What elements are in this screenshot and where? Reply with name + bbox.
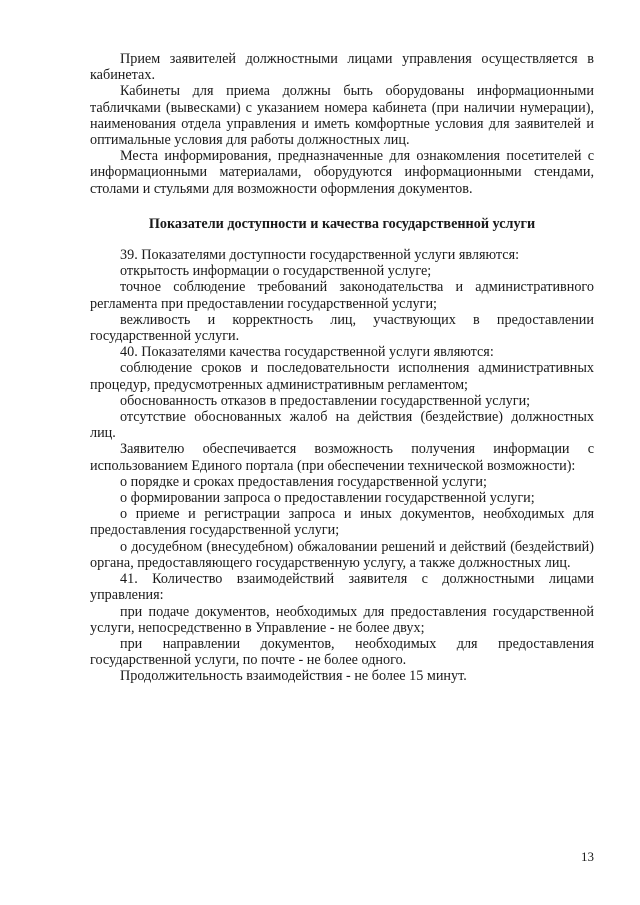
list-item-deadlines: соблюдение сроков и последовательности исполнения административных процедур, предусмотренных административным регламентом; [90,360,594,393]
paragraph-40: 40. Показателями качества государственной услуги являются: [120,344,494,361]
list-item-appeal: о досудебном (внесудебном) обжаловании решений и действий (бездействий) органа, предоставляющего государственную услугу, а также должностных лиц. [90,538,594,571]
list-item-compliance: точное соблюдение требований законодательства и административного регламента при предоставлении государственной услуги; [90,279,594,312]
paragraph-info-places: Места информирования, предназначенные для ознакомления посетителей с информационными материалами, оборудуются информационными стендами, столами и стульями для возможности оформления документов. [90,148,594,197]
paragraph-reception: Прием заявителей должностными лицами управления осуществляется в кабинетах. [90,51,594,84]
list-item-registration: о приеме и регистрации запроса и иных документов, необходимых для предоставления государственной услуги; [90,506,594,539]
paragraph-41: 41. Количество взаимодействий заявителя с должностными лицами управления: [90,571,594,604]
paragraph-duration: Продолжительность взаимодействия - не более 15 минут. [120,668,467,685]
list-item-mail: при направлении документов, необходимых для предоставления государственной услуги, по почте - не более одного. [90,635,594,669]
paragraph-offices: Кабинеты для приема должны быть оборудованы информационными табличками (вывесками) с указанием номера кабинета (при наличии нумерации), наименования отдела управления и иметь комфортные условия для заявителей и оптимальные условия для работы должностных лиц. [90,83,594,149]
list-item-submission: при подаче документов, необходимых для предоставления государственной услуги, непосредственно в Управление - не более двух; [90,603,594,636]
list-item-openness: открытость информации о государственной услуге; [120,263,432,280]
list-item-request: о формировании запроса о предоставлении государственной услуги; [120,490,535,507]
document-page [90,51,594,685]
list-item-politeness: вежливость и корректность лиц, участвующих в предоставлении государственной услуги. [90,311,594,345]
paragraph-39: 39. Показателями доступности государственной услуги являются: [120,247,520,264]
list-item-refusals: обоснованность отказов в предоставлении государственной услуги; [120,392,531,409]
list-item-complaints: отсутствие обоснованных жалоб на действия (бездействие) должностных лиц. [90,409,594,442]
page-number: 13 [581,849,594,864]
list-item-procedure: о порядке и сроках предоставления государственной услуги; [120,473,487,490]
paragraph-portal: Заявителю обеспечивается возможность получения информации с использованием Единого портала (при обеспечении технической возможности): [90,441,594,474]
section-heading: Показатели доступности и качества государственной услуги [148,215,536,232]
